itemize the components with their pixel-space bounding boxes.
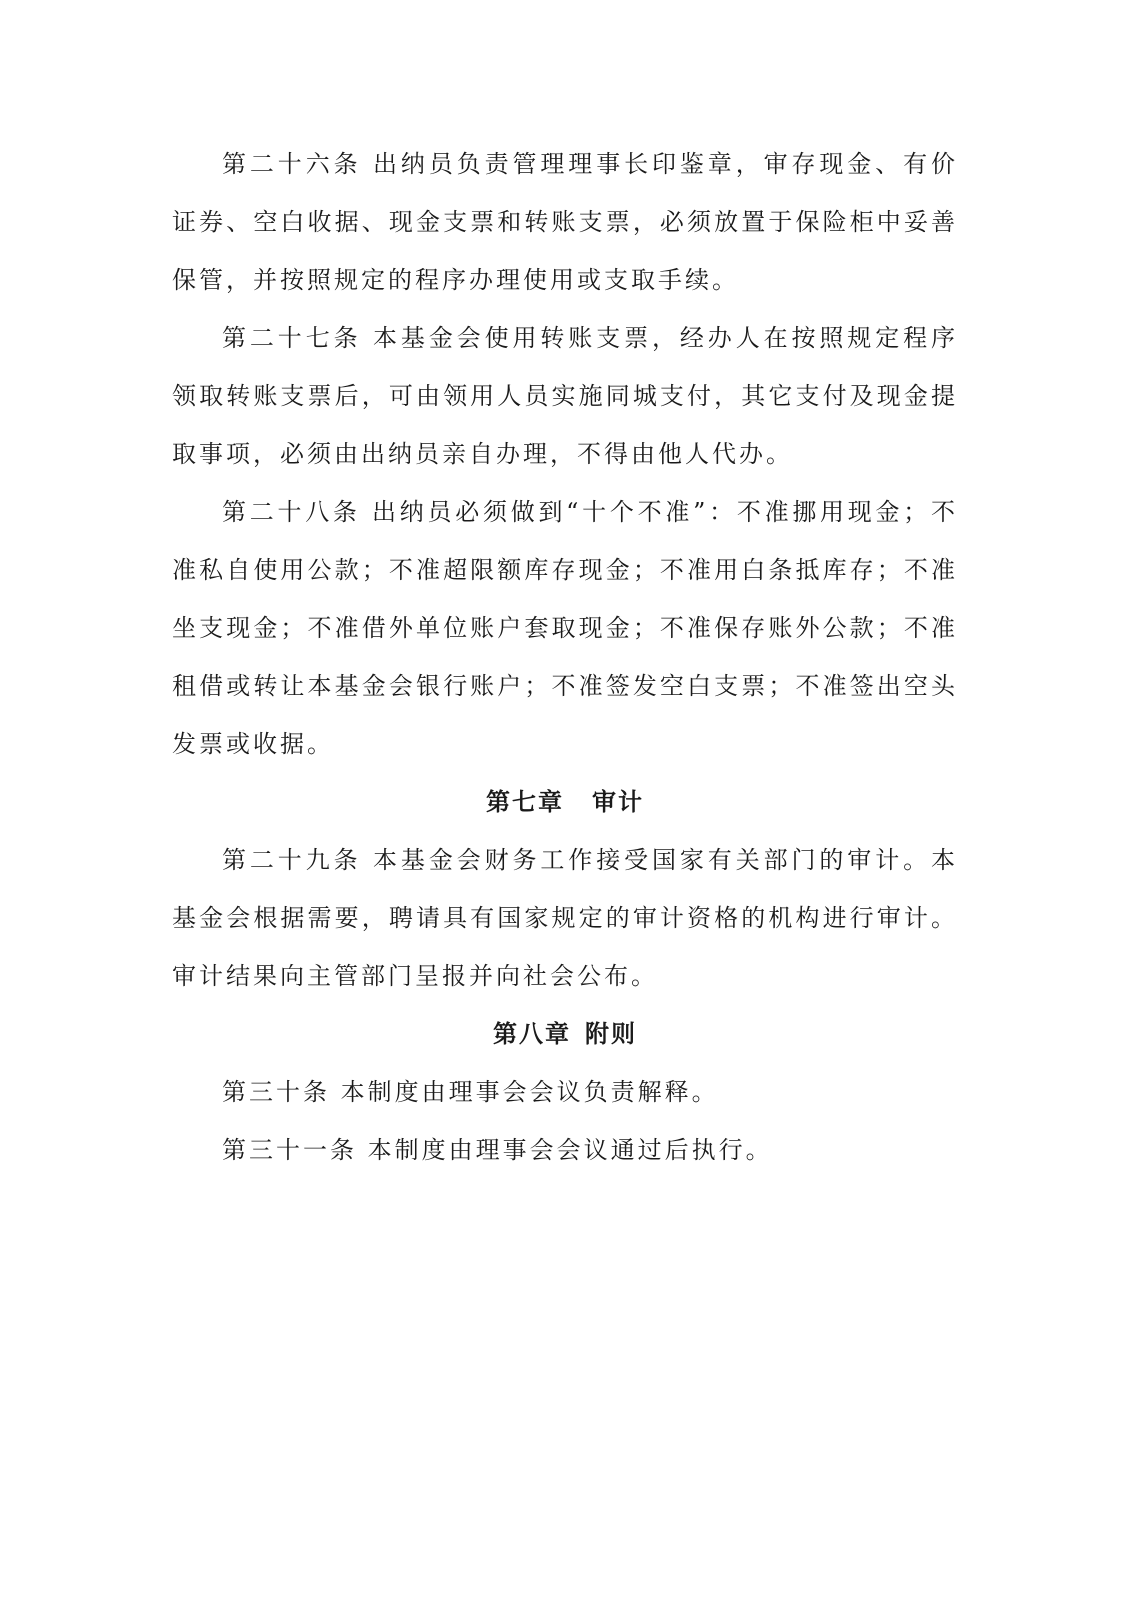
article-31: 第三十一条 本制度由理事会会议通过后执行。 (222, 1136, 773, 1164)
chapter-7-title: 审计 (592, 787, 644, 816)
article-30: 第三十条 本制度由理事会会议负责解释。 (222, 1078, 719, 1106)
article-29: 第二十九条 本基金会财务工作接受国家有关部门的审计。本基金会根据需要，聘请具有国家规定的审计资格的机构进行审计。审计结果向主管部门呈报并向社会公布。 (172, 846, 958, 990)
article-27: 第二十七条 本基金会使用转账支票，经办人在按照规定程序领取转账支票后，可由领用人员实施同城支付，其它支付及现金提取事项，必须由出纳员亲自办理，不得由他人代办。 (172, 324, 958, 468)
chapter-8-title: 附则 (585, 1019, 637, 1048)
chapter-8-heading (172, 1005, 958, 1063)
document-page (172, 135, 958, 1179)
chapter-7-heading (172, 773, 958, 831)
article-28: 第二十八条 出纳员必须做到“十个不准”：不准挪用现金；不准私自使用公款；不准超限额库存现金；不准用白条抵库存；不准坐支现金；不准借外单位账户套取现金；不准保存账外公款；不准租借或转让本基金会银行账户；不准签发空白支票；不准签出空头发票或收据。 (172, 498, 958, 758)
chapter-7-number: 第七章 (486, 787, 564, 816)
chapter-8-number: 第八章 (493, 1019, 571, 1048)
article-26: 第二十六条 出纳员负责管理理事长印鉴章，审存现金、有价证券、空白收据、现金支票和转账支票，必须放置于保险柜中妥善保管，并按照规定的程序办理使用或支取手续。 (172, 150, 958, 294)
